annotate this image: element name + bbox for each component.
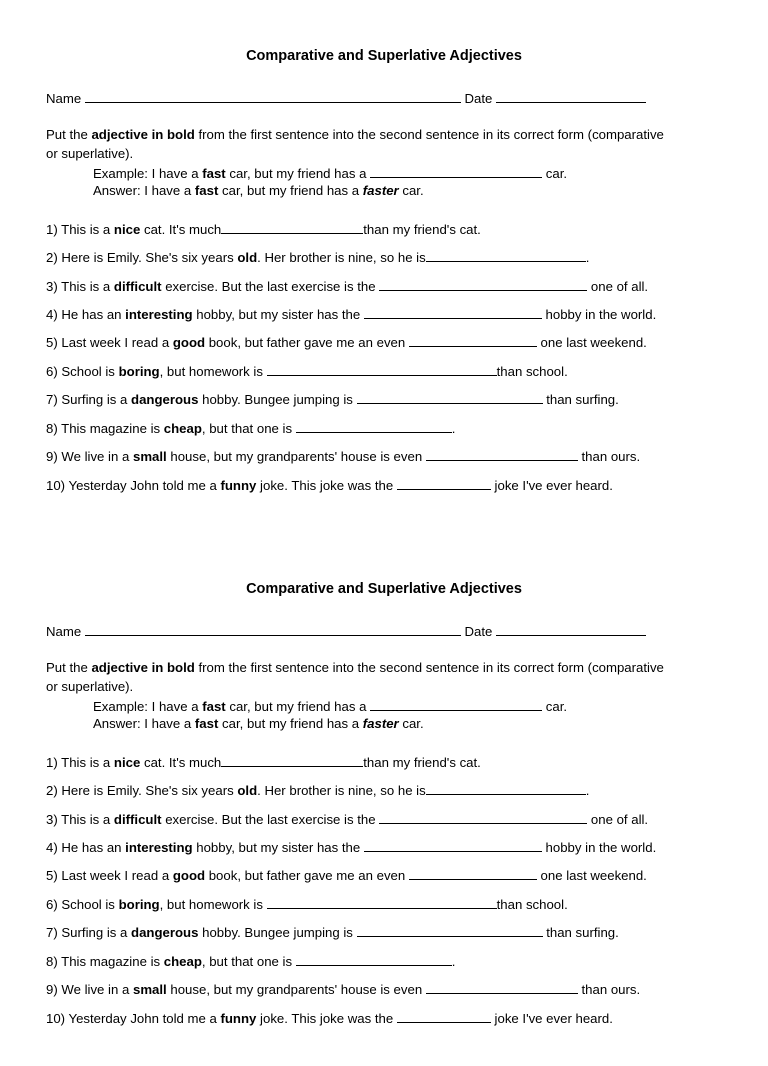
- answer-blank-4[interactable]: [364, 838, 542, 852]
- worksheet-title: Comparative and Superlative Adjectives: [246, 48, 522, 64]
- answer-adjective: fast: [194, 183, 219, 198]
- question-text: than my friend's cat.: [363, 755, 481, 770]
- question-text: hobby. Bungee jumping is: [198, 925, 357, 940]
- question-text: 10) Yesterday John told me a: [46, 478, 221, 493]
- question-text: 7) Surfing is a: [46, 925, 132, 940]
- question-text: , but that one is: [201, 421, 296, 436]
- instructions-text: from the first sentence into the second sentence in its correct form (comparative: [194, 660, 664, 675]
- question-1: [46, 753, 481, 772]
- answer-blank-3[interactable]: [379, 277, 587, 291]
- name-field[interactable]: [85, 622, 461, 636]
- question-adjective: dangerous: [131, 392, 199, 407]
- question-6: [46, 895, 568, 914]
- question-adjective: funny: [220, 1011, 257, 1026]
- question-5: [46, 333, 647, 352]
- question-adjective: old: [237, 250, 258, 265]
- question-adjective: nice: [113, 222, 141, 237]
- question-adjective: good: [172, 868, 206, 883]
- example-text: car, but my friend has a: [225, 166, 371, 181]
- question-1: [46, 220, 481, 239]
- example-blank: [370, 697, 542, 711]
- question-text: 2) Here is Emily. She's six years: [46, 250, 238, 265]
- example-adjective: fast: [202, 699, 226, 714]
- question-adjective: good: [172, 335, 206, 350]
- answer-blank-6[interactable]: [267, 362, 497, 376]
- answer-text: I have a: [140, 716, 195, 731]
- question-text: , but homework is: [159, 364, 267, 379]
- name-field[interactable]: [85, 89, 461, 103]
- instructions-bold-text: adjective in bold: [91, 127, 195, 142]
- question-3: [46, 810, 648, 829]
- question-text: 6) School is: [46, 364, 119, 379]
- question-text: book, but father gave me an even: [205, 868, 409, 883]
- example-blank: [370, 164, 542, 178]
- question-adjective: difficult: [113, 812, 162, 827]
- example-text: I have a: [147, 699, 203, 714]
- question-text: one last weekend.: [536, 868, 647, 883]
- question-7: [46, 923, 619, 942]
- instructions-bold-text: adjective in bold: [91, 660, 195, 675]
- question-text: .: [585, 250, 590, 265]
- question-text: joke I've ever heard.: [490, 478, 613, 493]
- answer-line: [93, 715, 424, 733]
- question-4: [46, 838, 656, 857]
- question-text: 6) School is: [46, 897, 119, 912]
- answer-blank-3[interactable]: [379, 810, 587, 824]
- question-text: than ours.: [577, 449, 641, 464]
- question-5: [46, 866, 647, 885]
- date-field[interactable]: [496, 89, 646, 103]
- date-field[interactable]: [496, 622, 646, 636]
- question-4: [46, 305, 656, 324]
- question-text: than surfing.: [542, 392, 619, 407]
- question-7: [46, 390, 619, 409]
- answer-blank-10[interactable]: [397, 476, 491, 490]
- answer-blank-1[interactable]: [221, 753, 363, 767]
- question-adjective: boring: [118, 364, 160, 379]
- question-text: hobby. Bungee jumping is: [198, 392, 357, 407]
- answer-text: I have a: [140, 183, 195, 198]
- question-text: .: [451, 421, 456, 436]
- question-text: exercise. But the last exercise is the: [161, 279, 380, 294]
- answer-blank-8[interactable]: [296, 952, 452, 966]
- instructions-text: Put the: [46, 127, 92, 142]
- answer-adjective: fast: [194, 716, 219, 731]
- instructions-line-1: [46, 126, 664, 144]
- question-text: 3) This is a: [46, 279, 114, 294]
- question-text: than school.: [496, 364, 568, 379]
- example-label: Example:: [93, 166, 148, 181]
- question-text: 8) This magazine is: [46, 421, 164, 436]
- question-text: hobby, but my sister has the: [192, 307, 364, 322]
- answer-word: faster: [362, 183, 399, 198]
- example-text: I have a: [147, 166, 203, 181]
- question-text: 5) Last week I read a: [46, 868, 173, 883]
- instructions-text: Put the: [46, 660, 92, 675]
- question-8: [46, 419, 455, 438]
- question-10: [46, 1009, 613, 1028]
- question-adjective: small: [132, 449, 167, 464]
- question-text: house, but my grandparents' house is even: [166, 449, 426, 464]
- answer-blank-5[interactable]: [409, 866, 537, 880]
- question-text: one of all.: [587, 279, 649, 294]
- question-text: 5) Last week I read a: [46, 335, 173, 350]
- example-text: car.: [542, 166, 568, 181]
- question-text: than surfing.: [542, 925, 619, 940]
- question-adjective: boring: [118, 897, 160, 912]
- example-line: [93, 164, 567, 183]
- question-text: , but that one is: [201, 954, 296, 969]
- answer-blank-8[interactable]: [296, 419, 452, 433]
- answer-blank-9[interactable]: [426, 980, 578, 994]
- answer-blank-1[interactable]: [221, 220, 363, 234]
- answer-text: car, but my friend has a: [218, 716, 363, 731]
- date-label: Date: [464, 91, 493, 106]
- question-text: than ours.: [577, 982, 641, 997]
- answer-blank-7[interactable]: [357, 390, 543, 404]
- question-adjective: cheap: [163, 954, 202, 969]
- instructions-line-1: [46, 659, 664, 677]
- question-9: [46, 447, 640, 466]
- answer-blank-6[interactable]: [267, 895, 497, 909]
- question-text: house, but my grandparents' house is even: [166, 982, 426, 997]
- question-text: 4) He has an: [46, 307, 126, 322]
- question-adjective: cheap: [163, 421, 202, 436]
- question-adjective: interesting: [125, 307, 193, 322]
- question-adjective: small: [132, 982, 167, 997]
- question-text: 8) This magazine is: [46, 954, 164, 969]
- question-text: hobby, but my sister has the: [192, 840, 364, 855]
- question-text: joke. This joke was the: [256, 478, 397, 493]
- name-label: Name: [46, 624, 82, 639]
- question-text: , but homework is: [159, 897, 267, 912]
- question-adjective: nice: [113, 755, 141, 770]
- question-text: 3) This is a: [46, 812, 114, 827]
- question-text: 1) This is a: [46, 755, 114, 770]
- question-text: cat. It's much: [140, 755, 222, 770]
- instructions-line-2: or superlative).: [46, 146, 134, 161]
- question-9: [46, 980, 640, 999]
- date-label: Date: [464, 624, 493, 639]
- answer-label: Answer:: [93, 183, 141, 198]
- name-date-row: [46, 89, 646, 108]
- answer-blank-2[interactable]: [426, 781, 586, 795]
- question-text: joke I've ever heard.: [490, 1011, 613, 1026]
- question-text: 4) He has an: [46, 840, 126, 855]
- question-10: [46, 476, 613, 495]
- answer-blank-2[interactable]: [426, 248, 586, 262]
- question-adjective: dangerous: [131, 925, 199, 940]
- question-text: .: [585, 783, 590, 798]
- question-text: one last weekend.: [536, 335, 647, 350]
- answer-blank-10[interactable]: [397, 1009, 491, 1023]
- question-text: 9) We live in a: [46, 982, 133, 997]
- answer-text: car, but my friend has a: [218, 183, 363, 198]
- worksheet-2: [0, 533, 768, 1066]
- question-2: [46, 248, 589, 267]
- example-text: car, but my friend has a: [225, 699, 371, 714]
- name-date-row: [46, 622, 646, 641]
- answer-blank-9[interactable]: [426, 447, 578, 461]
- question-2: [46, 781, 589, 800]
- worksheet-title: Comparative and Superlative Adjectives: [246, 581, 522, 597]
- example-adjective: fast: [202, 166, 226, 181]
- answer-blank-7[interactable]: [357, 923, 543, 937]
- question-3: [46, 277, 648, 296]
- question-text: than my friend's cat.: [363, 222, 481, 237]
- question-text: hobby in the world.: [541, 840, 657, 855]
- question-text: than school.: [496, 897, 568, 912]
- question-adjective: difficult: [113, 279, 162, 294]
- question-text: hobby in the world.: [541, 307, 657, 322]
- answer-line: [93, 182, 424, 200]
- question-text: one of all.: [587, 812, 649, 827]
- answer-blank-5[interactable]: [409, 333, 537, 347]
- question-text: 7) Surfing is a: [46, 392, 132, 407]
- question-8: [46, 952, 455, 971]
- answer-blank-4[interactable]: [364, 305, 542, 319]
- question-text: cat. It's much: [140, 222, 222, 237]
- question-text: .: [451, 954, 456, 969]
- question-text: exercise. But the last exercise is the: [161, 812, 380, 827]
- question-text: joke. This joke was the: [256, 1011, 397, 1026]
- question-adjective: old: [237, 783, 258, 798]
- name-label: Name: [46, 91, 82, 106]
- question-adjective: interesting: [125, 840, 193, 855]
- question-text: book, but father gave me an even: [205, 335, 409, 350]
- question-6: [46, 362, 568, 381]
- answer-word: faster: [362, 716, 399, 731]
- answer-text: car.: [398, 716, 424, 731]
- question-text: . Her brother is nine, so he is: [257, 250, 426, 265]
- example-text: car.: [542, 699, 568, 714]
- question-adjective: funny: [220, 478, 257, 493]
- question-text: . Her brother is nine, so he is: [257, 783, 426, 798]
- answer-label: Answer:: [93, 716, 141, 731]
- instructions-line-2: or superlative).: [46, 679, 134, 694]
- example-label: Example:: [93, 699, 148, 714]
- question-text: 9) We live in a: [46, 449, 133, 464]
- answer-text: car.: [398, 183, 424, 198]
- question-text: 10) Yesterday John told me a: [46, 1011, 221, 1026]
- example-line: [93, 697, 567, 716]
- instructions-text: from the first sentence into the second sentence in its correct form (comparative: [194, 127, 664, 142]
- question-text: 2) Here is Emily. She's six years: [46, 783, 238, 798]
- question-text: 1) This is a: [46, 222, 114, 237]
